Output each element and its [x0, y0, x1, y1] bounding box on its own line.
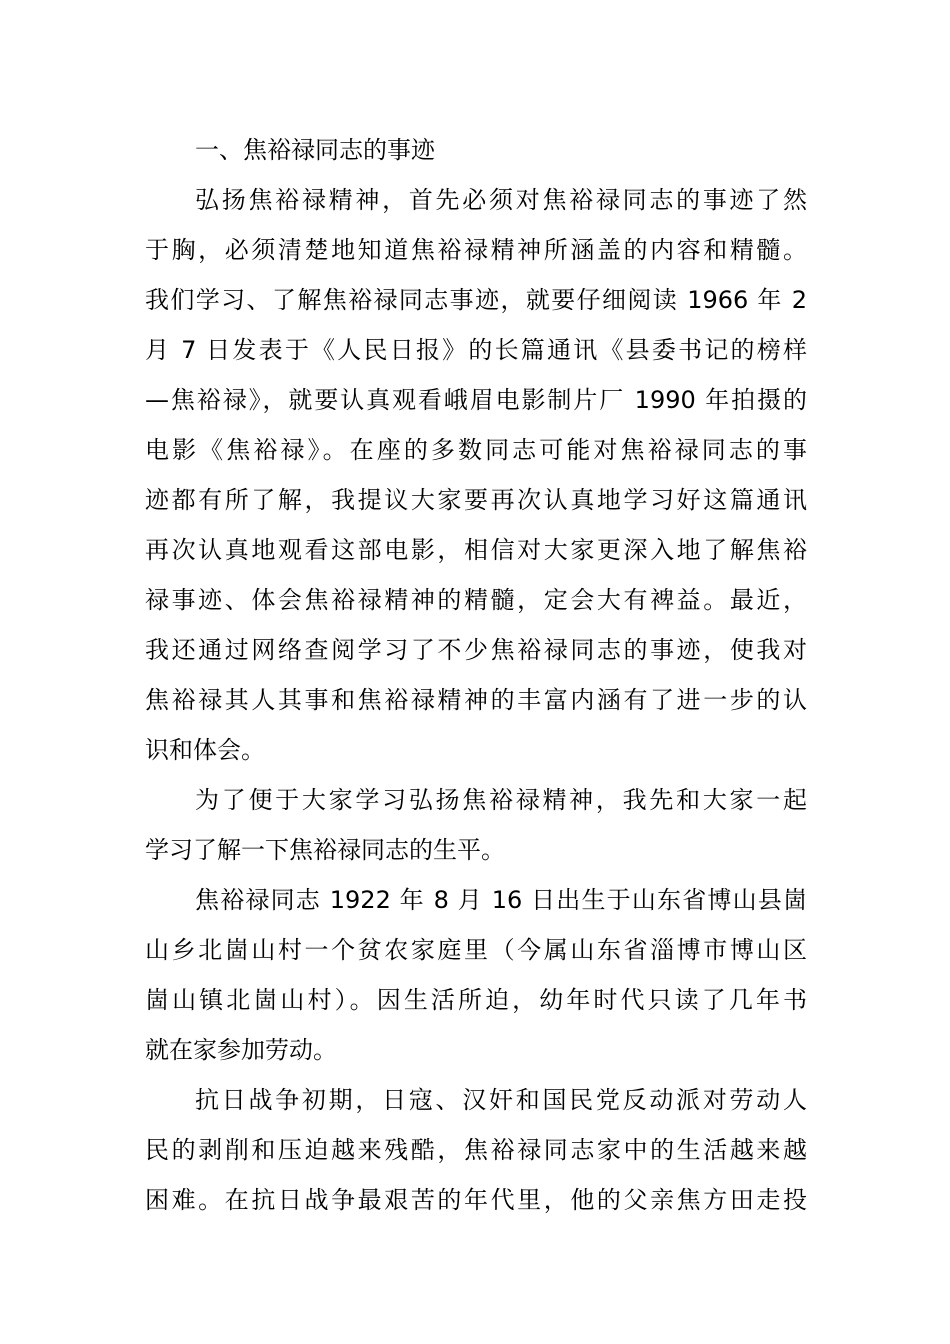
paragraph-line: —焦裕禄》，就要认真观看峨眉电影制片厂 1990 年拍摄的 [145, 386, 807, 414]
paragraph-line: 民的剥削和压迫越来残酷，焦裕禄同志家中的生活越来越 [145, 1136, 807, 1164]
paragraph-line: 识和体会。 [145, 736, 265, 764]
paragraph-line: 禄事迹、体会焦裕禄精神的精髓，定会大有裨益。最近， [145, 586, 807, 614]
paragraph-line: 我还通过网络查阅学习了不少焦裕禄同志的事迹，使我对 [145, 636, 807, 664]
paragraph-line: 困难。在抗日战争最艰苦的年代里，他的父亲焦方田走投 [145, 1186, 807, 1214]
paragraph-line: 学习了解一下焦裕禄同志的生平。 [145, 836, 505, 864]
section-heading: 一、焦裕禄同志的事迹 [195, 136, 435, 164]
paragraph-line: 焦裕禄同志 1922 年 8 月 16 日出生于山东省博山县崮 [195, 886, 807, 914]
paragraph-line: 再次认真地观看这部电影，相信对大家更深入地了解焦裕 [145, 536, 807, 564]
paragraph-line: 电影《焦裕禄》。在座的多数同志可能对焦裕禄同志的事 [145, 436, 807, 464]
paragraph-line: 迹都有所了解，我提议大家要再次认真地学习好这篇通讯 [145, 486, 807, 514]
paragraph-line: 月 7 日发表于《人民日报》的长篇通讯《县委书记的榜样 [145, 336, 807, 364]
paragraph-line: 崮山镇北崮山村）。因生活所迫，幼年时代只读了几年书 [145, 986, 807, 1014]
paragraph-line: 焦裕禄其人其事和焦裕禄精神的丰富内涵有了进一步的认 [145, 686, 807, 714]
paragraph-line: 为了便于大家学习弘扬焦裕禄精神，我先和大家一起 [195, 786, 807, 814]
paragraph-line: 弘扬焦裕禄精神，首先必须对焦裕禄同志的事迹了然 [195, 186, 807, 214]
paragraph-line: 于胸，必须清楚地知道焦裕禄精神所涵盖的内容和精髓。 [145, 236, 807, 264]
paragraph-line: 山乡北崮山村一个贫农家庭里（今属山东省淄博市博山区 [145, 936, 807, 964]
paragraph-line: 抗日战争初期，日寇、汉奸和国民党反动派对劳动人 [195, 1086, 807, 1114]
paragraph-line: 我们学习、了解焦裕禄同志事迹，就要仔细阅读 1966 年 2 [145, 286, 807, 314]
paragraph-line: 就在家参加劳动。 [145, 1036, 337, 1064]
